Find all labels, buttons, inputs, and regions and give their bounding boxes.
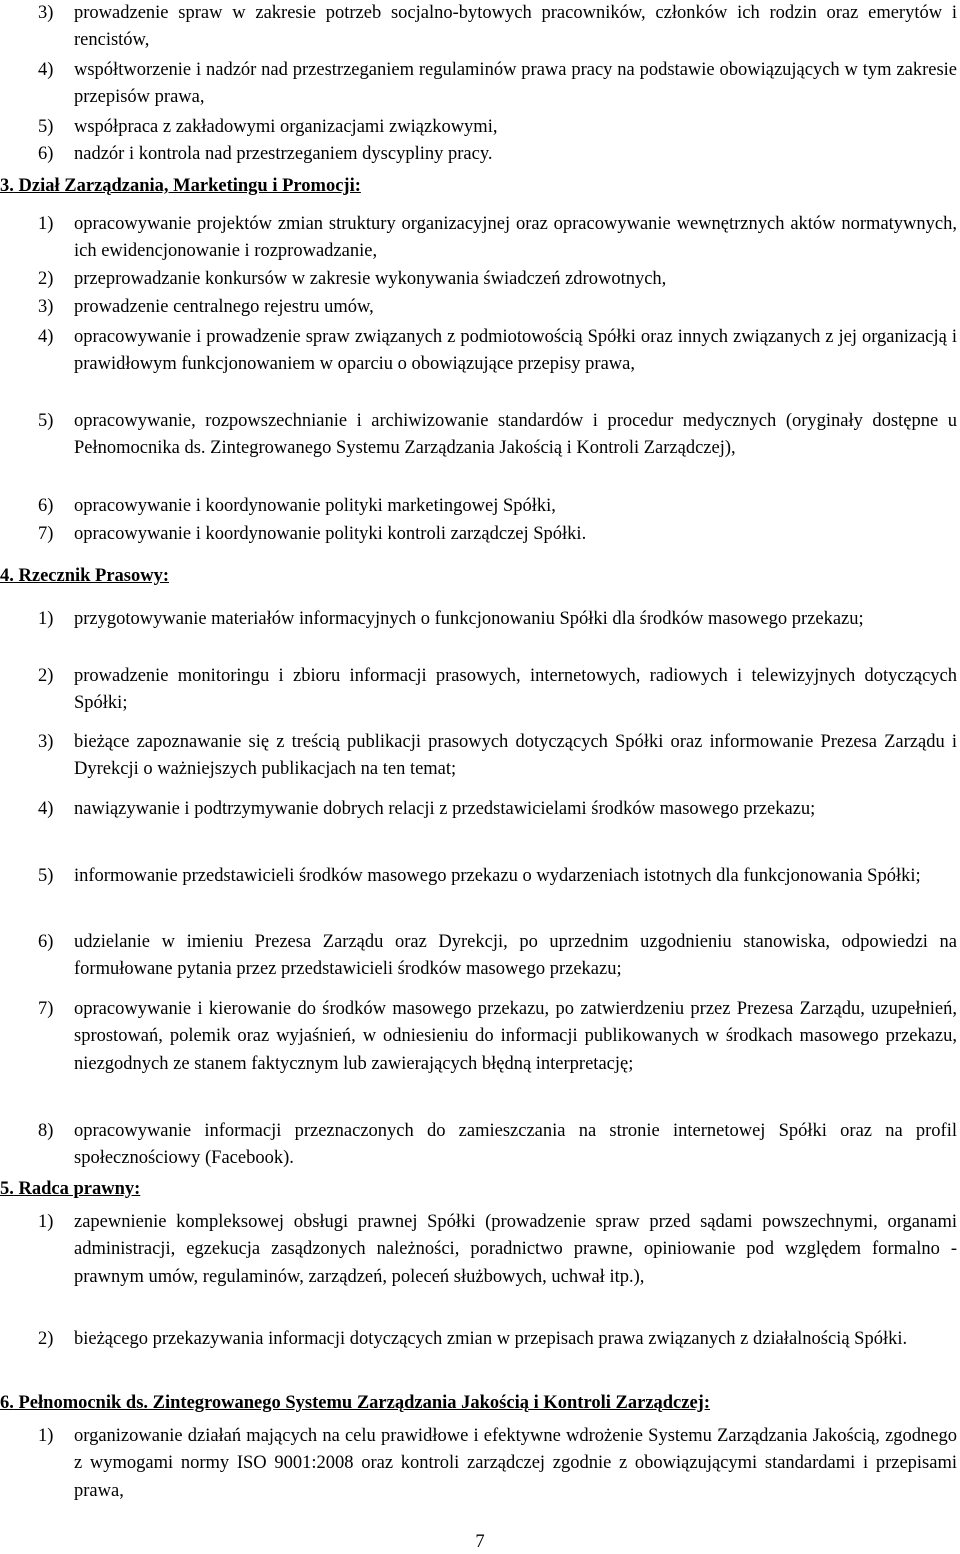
section-title: Dział Zarządzania, Marketingu i Promocji: (18, 176, 361, 196)
list-item-text: opracowywanie projektów zmian struktury organizacyjnej oraz opracowywanie wewnętrznych aktów normatywnych, ich ewidencjonowanie i rozprowadzanie, (74, 214, 957, 262)
list-item: 1) zapewnienie kompleksowej obsługi prawnej Spółki (prowadzenie spraw przed sądami powszechnymi, organami administracji, egzekucja zasądzonych należności, poradnictwo prawne, opiniowanie pod względem formalno - prawnym umów, regulaminów, zarządzeń, poleceń służbowych, uchwał itp.), (38, 1212, 957, 1287)
list-item: 4) opracowywanie i prowadzenie spraw związanych z podmiotowością Spółki oraz innych związanych z jej organizacją i prawidłowym funkcjonowaniem w oparciu o obowiązujące przepisy prawa, (38, 327, 957, 375)
section-heading: 6. Pełnomocnik ds. Zintegrowanego Systemu Zarządzania Jakością i Kontroli Zarządczej: (0, 1393, 711, 1413)
list-item-text: prowadzenie spraw w zakresie potrzeb socjalno-bytowych pracowników, członków ich rodzin oraz emerytów i rencistów, (74, 3, 957, 51)
page-number: 7 (475, 1532, 485, 1552)
list-item: 8) opracowywanie informacji przeznaczonych do zamieszczania na stronie internetowej Spółki oraz na profil społecznościowy (Facebook). (38, 1121, 957, 1169)
list-item: 2) bieżącego przekazywania informacji dotyczących zmian w przepisach prawa związanych z działalnością Spółki. (38, 1329, 908, 1349)
list-item: 4) współtworzenie i nadzór nad przestrzeganiem regulaminów prawa pracy na podstawie obowiązujących w tym zakresie przepisów prawa, (38, 60, 957, 108)
list-item-text: opracowywanie, rozpowszechnianie i archiwizowanie standardów i procedur medycznych (oryginały dostępne u Pełnomocnika ds. Zintegrowanego Systemu Zarządzania Jakością i Kontroli Zarządczej), (74, 411, 957, 459)
list-item: 3) prowadzenie centralnego rejestru umów, (38, 297, 374, 317)
list-item-text: przeprowadzanie konkursów w zakresie wykonywania świadczeń zdrowotnych, (74, 269, 667, 289)
list-item: 3) prowadzenie spraw w zakresie potrzeb socjalno-bytowych pracowników, członków ich rodzin oraz emerytów i rencistów, (38, 3, 957, 51)
list-item-text: współtworzenie i nadzór nad przestrzeganiem regulaminów prawa pracy na podstawie obowiązujących w tym zakresie przepisów prawa, (74, 60, 957, 108)
list-item-text: opracowywanie i kierowanie do środków masowego przekazu, po zatwierdzeniu przez Prezesa Zarządu, uzupełnień, sprostowań, polemik oraz wyjaśnień, w odniesieniu do informacji publikowanych w środkach masowego przekazu, niezgodnych ze stanem faktycznym lub zawierających błędną interpretację; (74, 999, 957, 1074)
list-item: 5) współpraca z zakładowymi organizacjami związkowymi, (38, 117, 498, 137)
section-heading: 3. Dział Zarządzania, Marketingu i Promocji: (0, 176, 361, 196)
list-item: 5) opracowywanie, rozpowszechnianie i archiwizowanie standardów i procedur medycznych (oryginały dostępne u Pełnomocnika ds. Zintegrowanego Systemu Zarządzania Jakością i Kontroli Zarządczej), (38, 411, 957, 459)
list-item: 6) nadzór i kontrola nad przestrzeganiem dyscypliny pracy. (38, 144, 493, 164)
list-item-text: udzielanie w imieniu Prezesa Zarządu oraz Dyrekcji, po uprzednim uzgodnieniu stanowiska, odpowiedzi na formułowane pytania przez przedstawicieli środków masowego przekazu; (74, 932, 957, 980)
section-heading: 5. Radca prawny: (0, 1179, 141, 1199)
list-item: 2) prowadzenie monitoringu i zbioru informacji prasowych, internetowych, radiowych i telewizyjnych dotyczących Spółki; (38, 666, 957, 714)
list-item: 6) udzielanie w imieniu Prezesa Zarządu oraz Dyrekcji, po uprzednim uzgodnieniu stanowiska, odpowiedzi na formułowane pytania przez przedstawicieli środków masowego przekazu; (38, 932, 957, 980)
list-item: 7) opracowywanie i kierowanie do środków masowego przekazu, po zatwierdzeniu przez Prezesa Zarządu, uzupełnień, sprostowań, polemik oraz wyjaśnień, w odniesieniu do informacji publikowanych w środkach masowego przekazu, niezgodnych ze stanem faktycznym lub zawierających błędną interpretację; (38, 999, 957, 1074)
section-heading: 4. Rzecznik Prasowy: (0, 566, 170, 586)
list-item: 6) opracowywanie i koordynowanie polityki marketingowej Spółki, (38, 496, 556, 516)
list-item: 1) opracowywanie projektów zmian struktury organizacyjnej oraz opracowywanie wewnętrznych aktów normatywnych, ich ewidencjonowanie i rozprowadzanie, (38, 214, 957, 262)
list-item-text: przygotowywanie materiałów informacyjnych o funkcjonowaniu Spółki dla środków masowego przekazu; (74, 609, 864, 629)
list-item: 4) nawiązywanie i podtrzymywanie dobrych relacji z przedstawicielami środków masowego przekazu; (38, 799, 816, 819)
section-title: Pełnomocnik ds. Zintegrowanego Systemu Zarządzania Jakością i Kontroli Zarządczej: (18, 1393, 711, 1413)
list-item: 1) organizowanie działań mających na celu prawidłowe i efektywne wdrożenie Systemu Zarządzania Jakością, zgodnego z wymogami normy ISO 9001:2008 oraz kontroli zarządczej zgodnie z obowiązującymi standardami i przepisami prawa, (38, 1426, 957, 1501)
list-item-text: bieżące zapoznawanie się z treścią publikacji prasowych dotyczących Spółki oraz informowanie Prezesa Zarządu i Dyrekcji o ważniejszych publikacjach na ten temat; (74, 732, 957, 780)
list-item: 2) przeprowadzanie konkursów w zakresie wykonywania świadczeń zdrowotnych, (38, 269, 667, 289)
list-item-text: opracowywanie informacji przeznaczonych do zamieszczania na stronie internetowej Spółki oraz na profil społecznościowy (Facebook). (74, 1121, 957, 1169)
list-item-text: prowadzenie monitoringu i zbioru informacji prasowych, internetowych, radiowych i telewizyjnych dotyczących Spółki; (74, 666, 957, 714)
list-item-text: prowadzenie centralnego rejestru umów, (74, 297, 374, 317)
list-item-text: opracowywanie i koordynowanie polityki kontroli zarządczej Spółki. (74, 524, 587, 544)
list-item: 7) opracowywanie i koordynowanie polityki kontroli zarządczej Spółki. (38, 524, 587, 544)
section-title: Rzecznik Prasowy: (18, 566, 170, 586)
list-item-text: informowanie przedstawicieli środków masowego przekazu o wydarzeniach istotnych dla funkcjonowania Spółki; (74, 866, 921, 886)
list-item: 5) informowanie przedstawicieli środków masowego przekazu o wydarzeniach istotnych dla funkcjonowania Spółki; (38, 866, 921, 886)
list-item-text: opracowywanie i koordynowanie polityki marketingowej Spółki, (74, 496, 556, 516)
list-item-text: nadzór i kontrola nad przestrzeganiem dyscypliny pracy. (74, 144, 493, 164)
list-item-text: nawiązywanie i podtrzymywanie dobrych relacji z przedstawicielami środków masowego przekazu; (74, 799, 816, 819)
list-item: 3) bieżące zapoznawanie się z treścią publikacji prasowych dotyczących Spółki oraz informowanie Prezesa Zarządu i Dyrekcji o ważniejszych publikacjach na ten temat; (38, 732, 957, 780)
list-item-text: zapewnienie kompleksowej obsługi prawnej Spółki (prowadzenie spraw przed sądami powszechnymi, organami administracji, egzekucja zasądzonych należności, poradnictwo prawne, opiniowanie pod względem formalno - prawnym umów, regulaminów, zarządzeń, poleceń służbowych, uchwał itp.), (74, 1212, 957, 1287)
list-item-text: organizowanie działań mających na celu prawidłowe i efektywne wdrożenie Systemu Zarządzania Jakością, zgodnego z wymogami normy ISO 9001:2008 oraz kontroli zarządczej zgodnie z obowiązującymi standardami i przepisami prawa, (74, 1426, 957, 1501)
list-item-text: opracowywanie i prowadzenie spraw związanych z podmiotowością Spółki oraz innych związanych z jej organizacją i prawidłowym funkcjonowaniem w oparciu o obowiązujące przepisy prawa, (74, 327, 957, 375)
section-title: Radca prawny: (18, 1179, 141, 1199)
list-item: 1) przygotowywanie materiałów informacyjnych o funkcjonowaniu Spółki dla środków masowego przekazu; (38, 609, 864, 629)
list-item-text: współpraca z zakładowymi organizacjami związkowymi, (74, 117, 498, 137)
list-item-text: bieżącego przekazywania informacji dotyczących zmian w przepisach prawa związanych z działalnością Spółki. (74, 1329, 908, 1349)
